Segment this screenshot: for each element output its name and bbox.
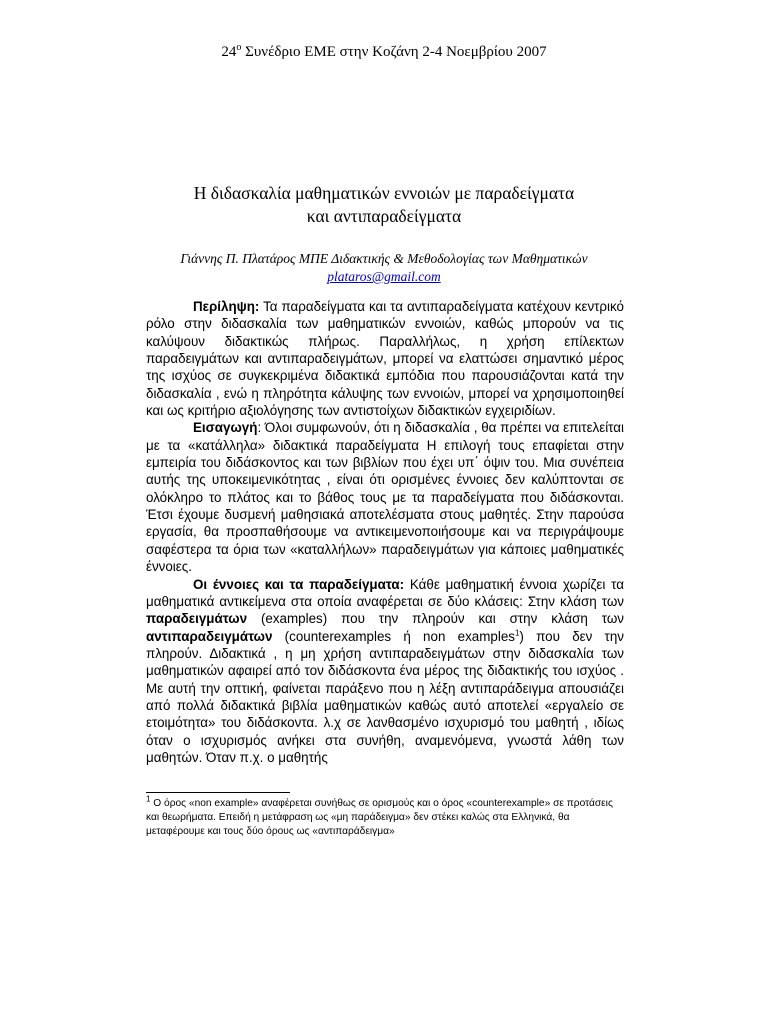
author-name: Γιάννης Π. Πλατάρος ΜΠΕ Διδακτικής & Μεθοδολογίας των Μαθηματικών — [180, 251, 588, 266]
abstract-paragraph — [146, 298, 624, 419]
concepts-text-3: (counterexamples ή non examples — [272, 628, 515, 644]
abstract-heading: Περίληψη: — [193, 299, 260, 314]
conference-header — [0, 42, 768, 61]
concepts-term-examples: παραδειγμάτων — [146, 611, 248, 627]
concepts-heading: Οι έννοιες και τα παραδείγματα: — [193, 576, 405, 592]
concepts-text-1: Κάθε μαθηματική έννοια χωρίζει τα μαθηματικά αντικείμενα στα οποία αναφέρεται σε δύο κλάσεις: Στην κλάση των — [146, 576, 624, 609]
author-email-link[interactable]: plataros@gmail.com — [327, 269, 441, 284]
concepts-term-counterexamples: αντιπαραδειγμάτων — [146, 628, 273, 644]
concepts-text-2: (examples) που την πληρούν και στην κλάση των — [247, 611, 624, 627]
paper-title — [100, 182, 668, 228]
paper-body — [146, 298, 624, 766]
footnote-reference[interactable]: 1 — [514, 628, 520, 638]
concepts-paragraph — [146, 576, 624, 767]
intro-paragraph — [146, 419, 624, 575]
header-number: 24 — [221, 44, 237, 60]
intro-heading: Εισαγωγή — [193, 420, 258, 436]
footnote — [146, 794, 626, 839]
footnote-text: Ο όρος «non example» αναφέρεται συνήθως σε ορισμούς και ο όρος «counterexample» σε προτάσεις και θεωρήματα. Επειδή η μετάφραση ως «μη παράδειγμα» δεν στέκει καλώς στα Ελληνικά, θα μεταφέρουμε και τους δύο όρους ως «αντιπαράδειγμα» — [146, 798, 613, 837]
title-line-2: και αντιπαραδείγματα — [306, 206, 462, 226]
footnote-separator — [146, 792, 290, 793]
author-block — [100, 250, 668, 286]
intro-text: : Όλοι συμφωνούν, ότι η διδασκαλία , θα πρέπει να επιτελείται με τα «κατάλληλα» διδακτικά παραδείγματα Η επιλογή τους επαφίεται στην εμπειρία του διδάσκοντος και των βιβλίων που έχει υπ΄ όψιν του. Μια συνέπεια αυτής της υποκειμενικότητας , είναι ότι ορισμένες έννοιες δεν καλύπτονται σε ολόκληρο το πλάτος και το βάθος τους με τα παραδείγματα που διδάσκονται. Έτσι έχουμε δυσμενή μαθησιακά αποτελέσματα στους μαθητές. Στην παρούσα εργασία, θα προσπαθήσουμε να αντικειμενοποιήσουμε και να περιγράψουμε σαφέστερα τα όρια των «καταλλήλων» παραδειγμάτων για κάποιες μαθηματικές έννοιες. — [146, 420, 624, 575]
header-text: Συνέδριο ΕΜΕ στην Κοζάνη 2-4 Νοεμβρίου 2007 — [241, 44, 547, 60]
footnote-marker: 1 — [146, 794, 151, 804]
header-ordinal: ο — [236, 42, 242, 53]
title-line-1: Η διδασκαλία μαθηματικών εννοιών με παραδείγματα — [193, 183, 575, 203]
concepts-text-4: ) που δεν την πληρούν. Διδακτικά , η μη χρήση αντιπαραδειγμάτων στην διδασκαλία των μαθηματικών αφαιρεί από τον διδάσκοντα ένα μέρος της διδακτικής του ισχύος . Με αυτή την οπτική, φαίνεται παράξενο που η λέξη αντιπαράδειγμα απουσιάζει από πολλά διδακτικά βιβλία μαθηματικών καθώς αυτό αποτελεί «εργαλείο σε ετοιμότητα» του διδάσκοντα. λ.χ σε λανθασμένο ισχυρισμό του μαθητή , ιδίως όταν ο ισχυρισμός ανήκει στα συνήθη, αναμενόμενα, γνωστά λάθη των μαθητών. Όταν π.χ. ο μαθητής — [146, 628, 624, 765]
abstract-text: Τα παραδείγματα και τα αντιπαραδείγματα κατέχουν κεντρικό ρόλο στην διδασκαλία των μαθηματικών εννοιών, καθώς μπορούν να τις καλύψουν διδακτικώς πλήρως. Παραλλήλως, η χρήση επίλεκτων παραδειγμάτων και αντιπαραδειγμάτων, μπορεί να ελαττώσει σημαντικό μέρος της ισχύος σε συγκεκριμένα διδακτικά εμπόδια που παρουσιάζονται κατά την διδασκαλία , ενώ η πληρότητα κάλυψης των εννοιών, μπορεί να χρησιμοποιηθεί και ως κριτήριο αξιολόγησης των αντιστοίχων διδακτικών εγχειριδίων. — [146, 299, 624, 419]
